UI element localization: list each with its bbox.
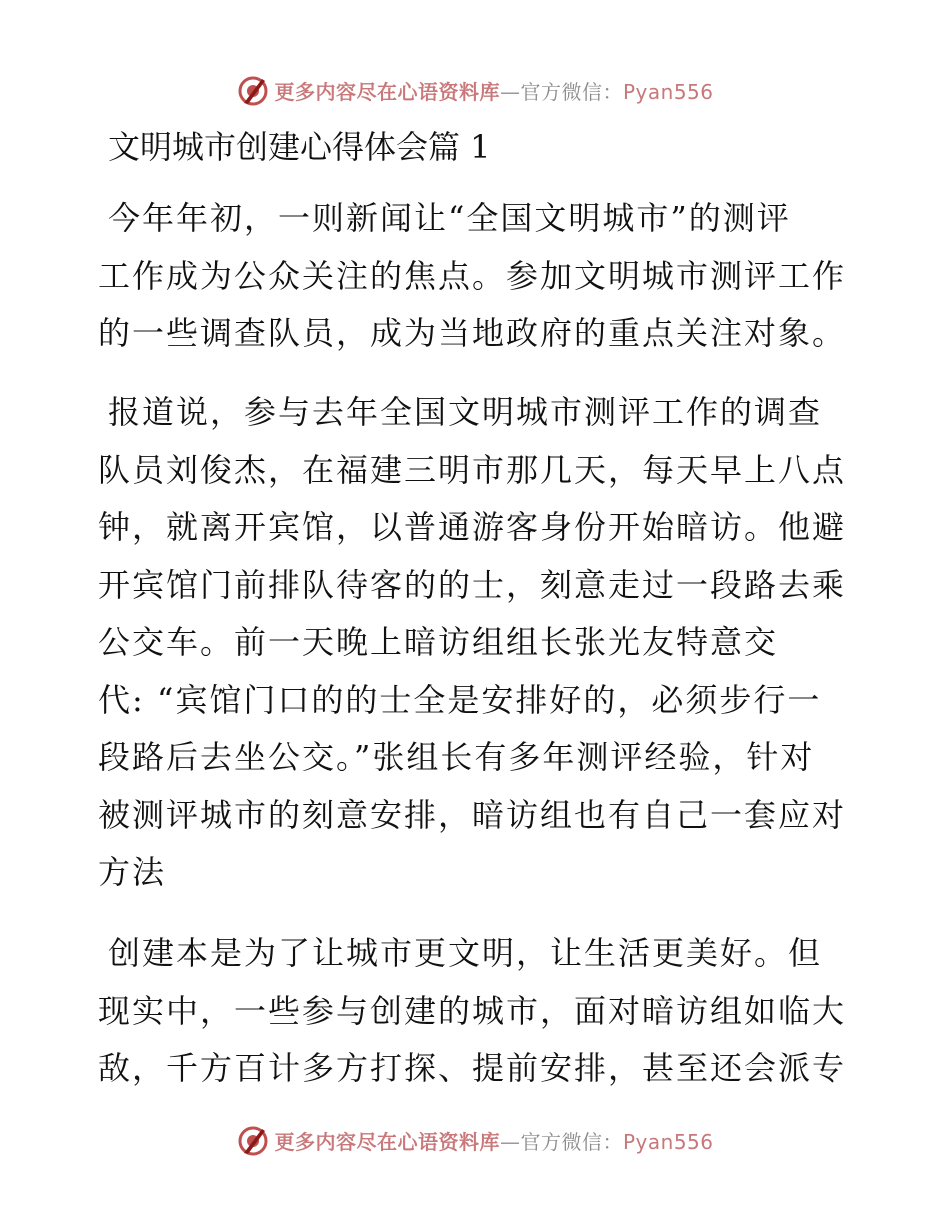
watermark-separator: — bbox=[499, 1129, 521, 1154]
watermark-text bbox=[274, 1126, 713, 1155]
watermark-wechat-id: Pyan556 bbox=[622, 79, 714, 104]
paragraph-line: 钟，就离开宾馆，以普通游客身份开始暗访。他避 bbox=[98, 508, 847, 546]
watermark-brand: 更多内容尽在心语资料库 bbox=[274, 1129, 500, 1154]
paragraph-line: 工作成为公众关注的焦点。参加文明城市测评工作 bbox=[98, 256, 847, 295]
quill-logo-icon bbox=[236, 1123, 270, 1157]
paragraph-line: 段路后去坐公交。”张组长有多年测评经验，针对 bbox=[98, 738, 815, 776]
paragraph-line: 的一些调查队员，成为当地政府的重点关注对象。 bbox=[98, 314, 847, 352]
document-title: 文明城市创建心得体会篇 1 bbox=[108, 128, 491, 166]
paragraph-2 bbox=[98, 384, 854, 902]
watermark-separator: — bbox=[499, 79, 521, 104]
paragraph-line: 报道说，参与去年全国文明城市测评工作的调查 bbox=[108, 393, 823, 431]
paragraph-line: 现实中，一些参与创建的城市，面对暗访组如临大 bbox=[98, 991, 847, 1030]
watermark-text bbox=[274, 76, 713, 105]
paragraph-line: 公交车。前一天晚上暗访组组长张光友特意交 bbox=[98, 623, 779, 661]
paragraph-1 bbox=[98, 190, 854, 363]
paragraph-line: 方法 bbox=[98, 853, 167, 891]
quill-logo-icon bbox=[236, 73, 270, 107]
watermark-brand: 更多内容尽在心语资料库 bbox=[274, 79, 500, 104]
paragraph-line: 敌，千方百计多方打探、提前安排，甚至还会派专 bbox=[98, 1049, 847, 1087]
footer-watermark bbox=[0, 1120, 950, 1160]
watermark-wechat-label: 官方微信： bbox=[520, 1129, 623, 1154]
paragraph-line: 今年年初，一则新闻让“全国文明城市”的测评 bbox=[108, 199, 791, 237]
paragraph-line: 代: “宾馆门口的的士全是安排好的，必须步行一 bbox=[98, 680, 822, 719]
paragraph-3 bbox=[98, 925, 854, 1098]
watermark-wechat-id: Pyan556 bbox=[622, 1129, 714, 1154]
paragraph-line: 开宾馆门前排队待客的的士，刻意走过一段路去乘 bbox=[98, 565, 847, 604]
watermark-wechat-label: 官方微信： bbox=[520, 79, 623, 104]
header-watermark bbox=[0, 70, 950, 110]
paragraph-line: 队员刘俊杰，在福建三明市那几天，每天早上八点 bbox=[98, 450, 847, 489]
paragraph-line: 创建本是为了让城市更文明，让生活更美好。但 bbox=[108, 934, 823, 972]
paragraph-line: 被测评城市的刻意安排，暗访组也有自己一套应对 bbox=[98, 795, 847, 834]
